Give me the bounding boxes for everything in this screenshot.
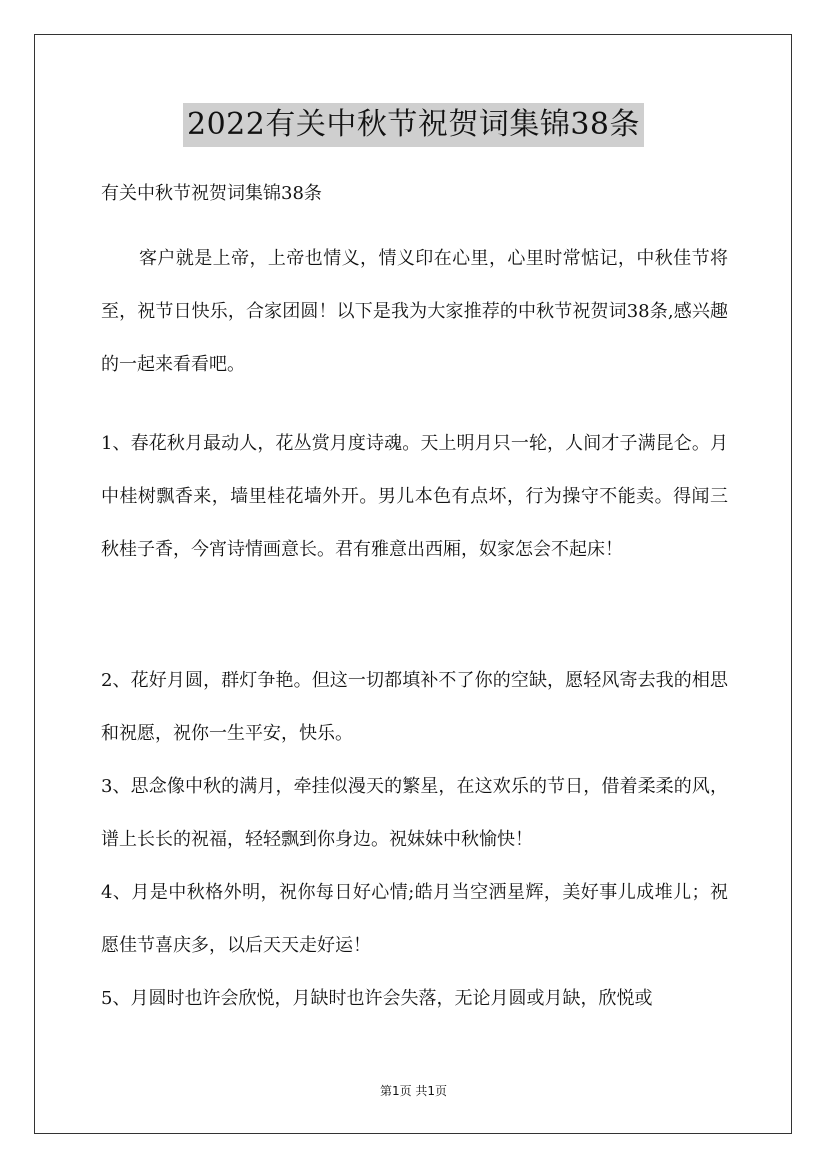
greeting-paragraph-3: 3、思念像中秋的满月，牵挂似漫天的繁星，在这欢乐的节日，借着柔柔的风，谱上长长的祝福，轻轻飘到你身边。祝妹妹中秋愉快！ bbox=[101, 776, 728, 850]
greeting-paragraph-4: 4、月是中秋格外明，祝你每日好心情;皓月当空洒星辉，美好事儿成堆儿；祝愿佳节喜庆多，以后天天走好运！ bbox=[101, 882, 728, 956]
page-footer: 第1页 共1页 bbox=[379, 1084, 448, 1098]
document-title: 2022有关中秋节祝贺词集锦38条 bbox=[183, 103, 644, 147]
greeting-paragraph-2: 2、花好月圆，群灯争艳。但这一切都填补不了你的空缺，愿轻风寄去我的相思和祝愿，祝你一生平安，快乐。 bbox=[101, 670, 728, 744]
greeting-paragraph-5: 5、月圆时也许会欣悦，月缺时也许会失落，无论月圆或月缺，欣悦或 bbox=[101, 988, 653, 1009]
greeting-paragraph-1: 1、春花秋月最动人，花丛赏月度诗魂。天上明月只一轮，人间才子满昆仑。月中桂树飘香来，墙里桂花墙外开。男儿本色有点坏，行为操守不能卖。得闻三秋桂子香，今宵诗情画意长。君有雅意出西厢，奴家怎会不起床！ bbox=[101, 433, 728, 560]
intro-paragraph: 客户就是上帝，上帝也情义，情义印在心里，心里时常惦记，中秋佳节将至，祝节日快乐，合家团圆！以下是我为大家推荐的中秋节祝贺词38条,感兴趣的一起来看看吧。 bbox=[101, 248, 728, 375]
document-subtitle: 有关中秋节祝贺词集锦38条 bbox=[101, 183, 322, 204]
title-container bbox=[0, 103, 827, 147]
